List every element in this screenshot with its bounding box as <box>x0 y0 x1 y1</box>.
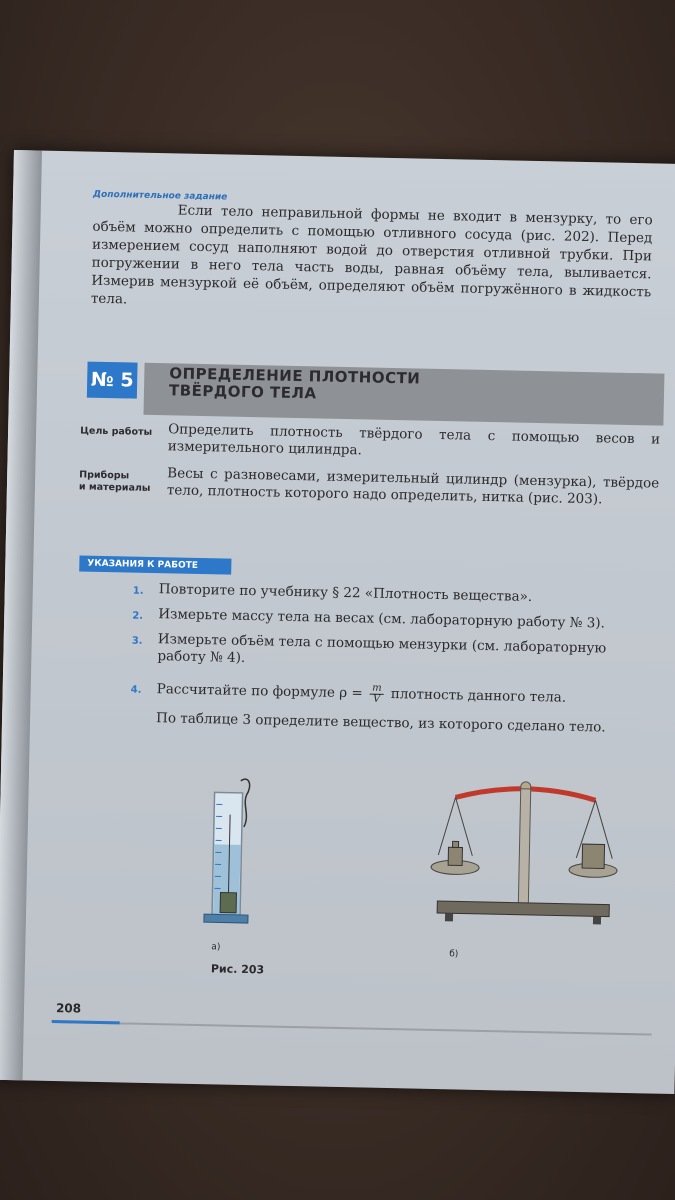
materials-label <box>79 469 169 495</box>
balance-scale-illustration <box>423 771 627 945</box>
goal-label: Цель работы <box>80 425 153 438</box>
lab-number-badge: № 5 <box>87 362 138 399</box>
instructions-list <box>130 581 653 738</box>
step-number: 3. <box>131 635 143 647</box>
step-1 <box>133 581 653 611</box>
density-fraction <box>370 684 384 705</box>
step-4 <box>131 679 651 711</box>
fraction-denominator: V <box>372 693 381 705</box>
materials-text: Весы с разновесами, измерительный цилиндр (мензурка), твёрдое тело, плотность которого надо определить, нитка (рис. 203). <box>166 465 660 508</box>
footer-rule <box>52 1021 652 1036</box>
extra-task-text: Если тело неправильной формы не входит в мензурку, то его объём можно определить с помощью отливного сосуда (рис. 202). Перед измерением сосуд наполняют водой до отверстия отливной трубки. При погружении в него тела часть воды, равная объёму тела, выливается. Измерив мензуркой её объём, определяют объём погружённого в жидкость тела. <box>90 202 653 308</box>
step-3 <box>131 631 652 676</box>
fraction-numerator: m <box>370 684 384 695</box>
step-text: Повторите по учебнику § 22 «Плотность вещества». <box>158 581 533 605</box>
step-text: Измерьте массу тела на весах (см. лабораторную работу № 3). <box>158 606 606 632</box>
goal-text: Определить плотность твёрдого тела с помощью весов и измерительного цилиндра. <box>167 421 661 459</box>
materials-label-line2: и материалы <box>78 481 151 494</box>
figure-caption: Рис. 203 <box>210 962 265 977</box>
page-number: 208 <box>55 1001 82 1016</box>
lab-title-line2: ТВЁРДОГО ТЕЛА <box>168 381 317 403</box>
figure-b-label: б) <box>449 949 459 960</box>
instructions-header: УКАЗАНИЯ К РАБОТЕ <box>79 555 231 574</box>
measuring-cylinder-illustration <box>198 774 271 935</box>
formula-prefix: Рассчитайте по формуле ρ = <box>156 681 363 702</box>
step-number: 2. <box>132 610 144 622</box>
step-2 <box>132 606 652 636</box>
textbook-page <box>0 150 675 1094</box>
formula-suffix: плотность данного тела. <box>390 686 567 706</box>
extra-task-label: Дополнительное задание <box>92 189 228 203</box>
step-text <box>157 679 567 709</box>
conclusion-text: По таблице 3 определите вещество, из которого сделано тело. <box>155 710 606 736</box>
figure-a-label: а) <box>211 942 221 953</box>
page-spine-edge <box>0 150 42 1080</box>
step-text: Измерьте объём тела с помощью мензурки (см. лабораторную работу № 4). <box>157 631 607 666</box>
footer-accent-bar <box>52 1020 120 1024</box>
lab-title-line1: ОПРЕДЕЛЕНИЕ ПЛОТНОСТИ <box>169 364 421 388</box>
step-number: 1. <box>132 585 144 597</box>
step-number: 4. <box>130 684 142 696</box>
materials-label-line1: Приборы <box>79 469 130 482</box>
